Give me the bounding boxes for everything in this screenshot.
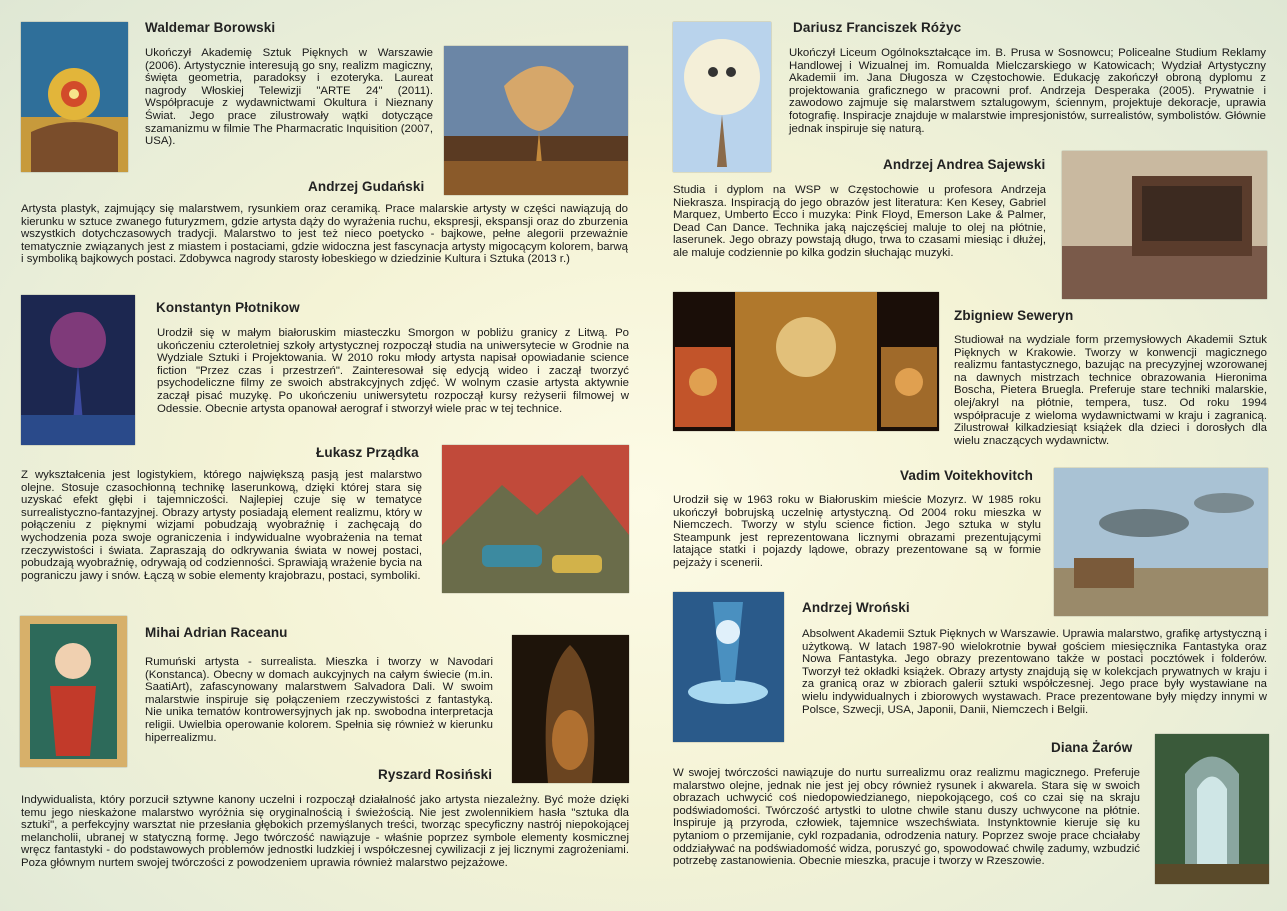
- painting-rozyc: [673, 22, 771, 172]
- artist-bio: Urodził się w małym białoruskim miasteczku Smorgon w pobliżu granicy z Litwą. Po ukończeniu czteroletniej szkoły artystycznej rozpoczął studia na uniwersytecie w Grodnie na Wydziale Sztuki i Projektowania. W 2010 roku młody artysta napisał opowiadanie science fiction "Przez czas i przestrzeń". Zainteresował się edycją wideo i zaczął tworzyć psychodeliczne filmy ze swoich abstrakcyjnych zdjęć. W wolnym czasie artysta aktywnie zaczął pisać muzykę. Po ukończeniu uniwersytetu rozpoczął kursy reżyserii filmowej w Odessie. Obecnie artysta opanował aerograf i stworzył wiele prac w tej technice.: [157, 327, 629, 415]
- artist-bio: Absolwent Akademii Sztuk Pięknych w Warszawie. Uprawia malarstwo, grafikę artystyczną i użytkową. W latach 1987-90 wielokrotnie bywał gościem miesięcznika Fantastyka oraz Nowa Fantastyka. Jego obrazy prezentowano także w postaci pocztówek i folderów. Tworzył też okładki książek. Obrazy artysty znajdują się w kolekcjach prywatnych w kraju i za granicą oraz w zbiorach galerii sztuki współczesnej. Jego prace były wystawiane na wielu indywidualnych i zbiorowych wystawach. Prace prezentowane były między innymi w Polsce, Szwecji, USA, Japonii, Danii, Niemczech i Belgii.: [802, 628, 1267, 716]
- artist-bio: W swojej twórczości nawiązuje do nurtu surrealizmu oraz realizmu magicznego. Preferuje malarstwo olejne, jednak nie jest jej obcy również rysunek i akwarela. Stara się w swoich obrazach uchwycić coś niedopowiedzianego, niepokojącego, coś co czai się na skraju podświadomości. Twórczość artystki to ulotne chwile stanu duszy uchwycone na płótnie. Inspiruje ją przyroda, człowiek, tajemnice wszechświata. Instynktownie kieruje się ku pytaniom o przemijanie, cykl rozpadania, odrodzenia natury. Poprzez swoje prace chciałaby oddziaływać na podświadomość widza, poruszyć go, spowodować chwilę zadumy, wzbudzić potrzebę zastanowienia. Obecnie mieszka, pracuje i tworzy w Rzeszowie.: [673, 767, 1140, 868]
- artist-name: Konstantyn Płotnikow: [156, 300, 300, 315]
- artist-name: Ryszard Rosiński: [378, 767, 493, 782]
- painting-raceanu-1: [20, 616, 127, 767]
- artist-bio: Studia i dyplom na WSP w Częstochowie u profesora Andrzeja Niekrasza. Inspiracją do jego obrazów jest literatura: Ken Kesey, Gabriel Marquez, Umberto Ecco i muzyka: Pink Floyd, Emerson Lake & Palmer, Dead Can Dance. Technika jaką najczęściej maluje to olej na płótnie, laserunek. Jego obrazy powstają długo, trwa to czasami miesiąc i dłużej, ale maluje codziennie po kilka godzin słuchając muzyki.: [673, 184, 1046, 259]
- artist-bio: Urodził się w 1963 roku w Białoruskim mieście Mozyrz. W 1985 roku ukończył bobrujską uczelnię artystyczną. Od 2004 roku mieszka w Niemczech. Tworzy w stylu science fiction. Jego sztuka w stylu Steampunk jest reprezentowana licznymi obrazami prezentującymi latające statki i pojazdy lądowe, obrazy prezentowane są w formie pejzaży i scenerii.: [673, 494, 1041, 569]
- artist-bio: Ukończył Akademię Sztuk Pięknych w Warszawie (2006). Artystycznie interesują go sny, realizm magiczny, święta geometria, paradoksy i ezoteryka. Laureat nagrody Włoskiej Telewizji "ARTE 24" (2011). Współpracuje z wydawnictwami Okultura i Nieznany Świat. Jego prace zilustrowały wątki dotyczące szamanizmu w filmie The Pharmacratic Inquisition (2007, USA).: [145, 47, 433, 148]
- painting-voitekhovitch: [1054, 468, 1268, 616]
- painting-sajewski: [1062, 151, 1267, 299]
- painting-plotnikow: [21, 295, 135, 445]
- artist-name: Diana Żarów: [1051, 740, 1133, 755]
- artist-name: Zbigniew Seweryn: [954, 308, 1074, 323]
- painting-raceanu-2: [512, 635, 629, 783]
- artist-bio: Studiował na wydziale form przemysłowych Akademii Sztuk Pięknych w Krakowie. Tworzy w konwencji magicznego realizmu fantastycznego, bazując na precyzyjnej wzorowanej na dawnych mistrzach technice obrazowania Hieronima Boscha, Pietera Bruegla. Preferuje stare techniki malarskie, olej/akryl na płótnie, tempera, tusz. Od roku 1994 współpracuje z wieloma wydawnictwami w kraju i zagranicą. Zilustrował kilkadziesiąt książek dla dzieci i dorosłych dla wielu znaczących wydawnictw.: [954, 334, 1267, 447]
- artist-name: Andrzej Wroński: [802, 600, 910, 615]
- artist-bio: Z wykształcenia jest logistykiem, którego największą pasją jest malarstwo olejne. Stosuje czasochłonną technikę laserunkową, dzięki której stara się uzyskać efekt głębi i tajemniczości. Najlepiej czuje się w tematyce surrealistyczno-fantazyjnej. Obrazy artysty posiadają element realizmu, który w połączeniu z pięknymi wizjami pobudzają wyobraźnię i zachęcają do wychodzenia poza swoje ograniczenia i indywidualne wyobrażenia na temat rzeczywistości i świata. Zapraszają do odkrywania świata w nowej postaci, pobudzają wyobraźnię, odrywają od codzienności. Sprawiają wrażenie bycia na pograniczu jawy i snów. Łączą w sobie elementy krajobrazu, postaci, symboliki.: [21, 469, 422, 582]
- artist-name: Waldemar Borowski: [145, 20, 276, 35]
- artist-name: Andrzej Gudański: [308, 179, 425, 194]
- artist-bio: Ukończył Liceum Ogólnokształcące im. B. Prusa w Sosnowcu; Policealne Studium Reklamy Handlowej i Wizualnej im. Romualda Mielczarskiego w Katowicach; Wydział Artystyczny Akademii im. Jana Długosza w Częstochowie. Edukację zakończył obroną dyplomu z projektowania graficznego w pracowni prof. Andrzeja Desperaka (2005). Prywatnie i zawodowo zajmuje się malarstwem sztalugowym, ściennym, projektuje dekoracje, uprawia fotografię. Inspiracje znajduje w malarstwie impresjonistów, surrealistów, symbolistów. Głównie jednak inspiruje się naturą.: [789, 47, 1266, 135]
- artist-name: Mihai Adrian Raceanu: [145, 625, 288, 640]
- artist-bio: Rumuński artysta - surrealista. Mieszka i tworzy w Navodari (Konstanca). Obecny w domach aukcyjnych na całym świecie (m.in. SaatiArt), zafascynowany malarstwem Salvadora Dali. W swoim malarstwie inspiruje się połączeniem rzeczywistości z fantastyką. Nie unika tematów kontrowersyjnych jak np. swobodna interpretacja religii. Uwielbia operowanie kolorem. Spełnia się również w kierunku hiperrealizmu.: [145, 656, 493, 744]
- artist-name: Dariusz Franciszek Różyc: [793, 20, 962, 35]
- painting-borowski: [21, 22, 128, 172]
- artist-bio: Artysta plastyk, zajmujący się malarstwem, rysunkiem oraz ceramiką. Prace malarskie artysty w części nawiązują do kierunku w sztuce zwanego futuryzmem, gdzie artysta dąży do wyrażenia ruchu, ekspresji, ekspansji oraz do zburzenia wszystkich dotychczasowych tradycji. Malarstwo to jest też nieco poetycko - bajkowe, pełne alegorii przeważnie tematycznie związanych jest z miastem i postaciami, gdzie widoczna jest fascynacja artysty migocącym kolorem, barwą i symboliką bajkowych postaci. Zdobywca nagrody starosty łobeskiego w dziedzinie Kultura i Sztuka (2013 r.): [21, 203, 628, 266]
- artist-name: Andrzej Andrea Sajewski: [883, 157, 1046, 172]
- painting-przadka: [442, 445, 629, 593]
- painting-gudanski: [444, 46, 628, 195]
- artist-name: Łukasz Prządka: [316, 445, 419, 460]
- artist-bio: Indywidualista, który porzucił sztywne kanony uczelni i rozpoczął działalność jako artysta niezależny. Być może dzięki temu jego nieskażone malarstwo wyróżnia się oryginalnością i świeżością. Nie jest zwolennikiem hasła "sztuka dla sztuki", a perfekcyjny warsztat nie przesłania głębokich przemyślanych treści, tworząc specyficzny nastrój niepokojącej melancholii, ubranej w statyczną formę. Jego twórczość nawiązuje - właśnie poprzez symbole elementy kosmicznej wręcz fantastyki - do podstawowych problemów jednostki ludzkiej i współczesnej cywilizacji z jej licznymi zagrożeniami. Poza głównym nurtem swojej twórczości z powodzeniem uprawia również malarstwo pejzażowe.: [21, 794, 629, 869]
- painting-zarow: [1155, 734, 1269, 884]
- painting-wronski: [673, 592, 784, 742]
- artist-name: Vadim Voitekhovitch: [900, 468, 1033, 483]
- painting-seweryn: [673, 292, 939, 431]
